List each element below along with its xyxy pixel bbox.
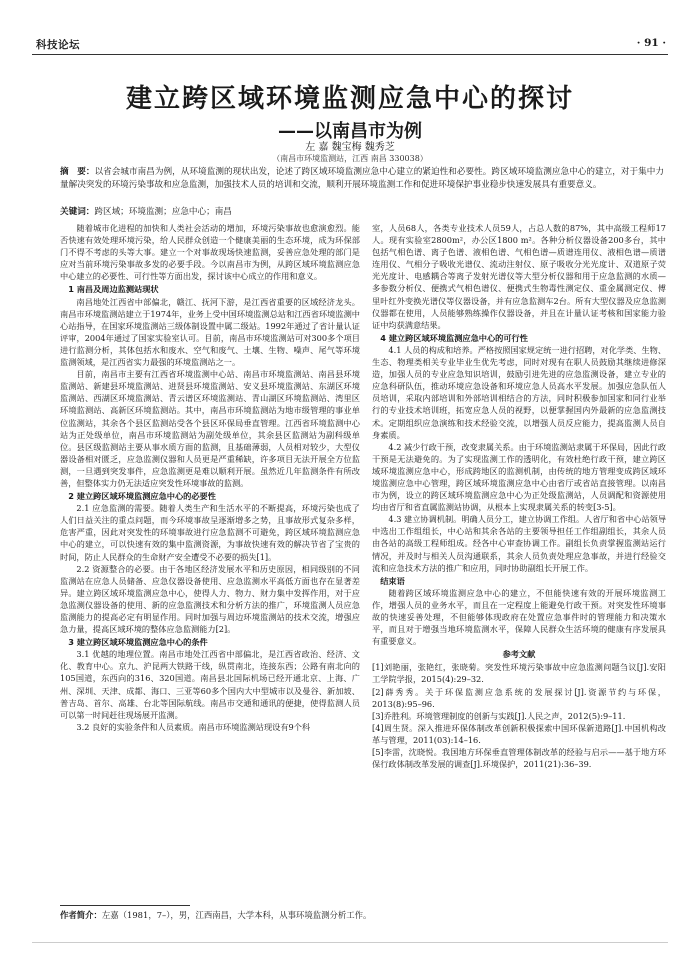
references-heading: 参考文献 [502, 649, 536, 660]
article-title: 建立跨区域环境监测应急中心的探讨 [125, 84, 574, 114]
section-heading: 结束语 [380, 575, 405, 586]
reference-item: [4]周生贤。深入推进环保体制改革创新积极探索中国环保新道路[J].中国机构改革与管理，2011(03):14–16. [372, 722, 666, 745]
author-affiliation: （南昌市环境监测站，江西 南昌 330038） [272, 154, 428, 163]
page-number: · 91 · [636, 37, 666, 49]
body-paragraph: 2.2 资源整合的必要。由于各地区经济发展水平和历史原因，相同级别的不同监测站在应急人员储备、应急仪器设备使用、应急监测水平高低方面也存在显著差异。建立跨区域环境监测应急中心，使得人力、物力、财力集中发挥作用，对于应急监测仪器设备的使用、新的应急监测技术和分析方法的推广，环境监测人员应急监测能力的提高必定有明显作用。同时加强与周边环境监测站的技术交流，增强应急力量，提高区域环境的整体应急监测能力[2]。 [60, 563, 360, 635]
keywords [60, 206, 664, 219]
reference-item: [5]李雷，沈晓悦。我国地方环保垂直管理体制改革的经验与启示——基于地方环保行政体制改革发展的调查[J].环境保护，2011(21):36–39. [372, 747, 666, 770]
abstract-label: 摘 要： [60, 167, 95, 177]
body-paragraph: 室，人员68人，各类专业技术人员59人，占总人数的87%，其中高级工程师17人。现有实验室2800m²，办公区1800 m²。各种分析仪器设备200多台，其中包括气相色谱、离子色谱、液相色谱、气相色谱—质谱连用仪、液相色谱—质谱连用仪、气相分子吸收光谱仪、流动注射仪、原子吸收分光光度计、双道原子荧光光度计、电感耦合等离子发射光谱仪等大型分析仪器和用于应急监测的水质—多参数分析仪、便携式气相色谱仪、便携式生物毒性测定仪、重金属测定仪、傅里叶红外变换光谱仪等仪器设备，并有应急监测车2台。所有大型仪器及应急监测仪器都在使用，人员能够熟练操作仪器设备，并且在计量认证考核和国家能力验证中均获满意结果。 [372, 223, 666, 330]
keywords-label: 关键词： [60, 207, 95, 217]
body-paragraph: 南昌地处江西省中部偏北，赣江、抚河下游，是江西省重要的区域经济龙头。南昌市环境监测站建立于1974年，业务上受中国环境监测总站和江西省环境监测中心站指导，在国家环境监测站三级体制设置中属二级站。1992年通过了省计量认证评审，2004年通过了国家实验室认可。目前，南昌市环境监测站可对300多个项目进行监测分析，其体包括水和废水、空气和废气、土壤、生物、噪声、尾气等环境监测领域，是江西省实力最强的环境监测站之一。 [60, 296, 360, 368]
body-paragraph: 3.2 良好的实验条件和人员素质。南昌市环境监测站现设有9个科 [76, 721, 311, 732]
section-heading: 3 建立跨区域环境监测应急中心的条件 [68, 637, 208, 648]
article-subtitle: ——以南昌市为例 [278, 121, 422, 142]
header-rule [32, 54, 668, 55]
reference-item: [3]乔胜利。环境管理制度的创新与实践[J].人民之声，2012(5):9–11. [372, 710, 626, 721]
body-paragraph: 3.1 优越的地理位置。南昌市地处江西省中部偏北，是江西省政治、经济、文化、教育中心。京九、沪昆两大铁路干线，纵贯南北，连接东西；公路有南北向的105国道，东西向的316、320国道。南昌县北国际机场已经开通北京、上海、广州、深圳、天津、成都、海口、三亚等60多个国内大中型城市以及曼谷、新加坡、普吉岛、首尔、高雄、台北等国际航线。南昌市交通和通讯的便捷，使得监测人员可以第一时间赶往现场展开监测。 [60, 649, 360, 720]
author-bio-footnote [60, 909, 664, 921]
section-heading: 4 建立跨区域环境监测应急中心的可行性 [380, 332, 528, 343]
section-heading: 2 建立跨区域环境监测应急中心的必要性 [68, 491, 216, 502]
keywords-text: 跨区域；环境监测；应急中心；南昌 [94, 207, 232, 217]
footnote-rule [60, 905, 190, 906]
body-paragraph: 4.2 减少行政干预，改变隶属关系。由于环境监测站隶属于环保局，因此行政干预是无法避免的。为了实现监测工作的透明化，有效杜绝行政干预，建立跨区域环境监测应急中心，形成跨地区的监测机制，由传统的地方管理变成跨区域环境监测应急中心管理，跨区域环境监测应急中心由省厅或省站直接管理。以南昌市为例，设立的跨区域环境监测应急中心为正处级监测站，人员调配和资源使用均由省厅和省直属监测站协调，从根本上实现隶属关系的转变[3-5]。 [372, 441, 667, 513]
section-heading: 1 南昌及周边监测站现状 [68, 284, 159, 295]
right-text-column [372, 222, 666, 770]
footnote-label: 作者简介： [60, 910, 102, 920]
author-list: 左 嘉 魏宝梅 魏秀芝 [305, 142, 395, 153]
reference-item: [1]刘艳丽，张艳红，张晓菊。突发性环境污染事故中应急监测问题刍议[J].安阳工学院学报，2015(4):29–32. [372, 662, 666, 685]
abstract [60, 166, 664, 192]
body-paragraph: 随着跨区域环境监测应急中心的建立，不但能快速有效的开展环境监测工作，增强人员的业务水平，而且在一定程度上能避免行政干预。对突发性环境事故的快速妥善处理，不但能够体现政府在处置应急事件时的管理能力和决策水平，而且对于增强当地环境监测水平，保障人民群众生活环境的健康有序发展具有重要意义。 [372, 587, 666, 647]
body-paragraph: 4.1 人员的构成和培养。严格按照国家规定统一进行招聘，对化学类、生物、生态、物理类相关专业毕业生优先考虑，同时对现有在职人员鼓励其继续进修深造，加强人员的专业应急知识培训，鼓励引进先进的应急监测设备，建立专业的应急科研队伍，推动环境应急设备和环境应急人员高水平发展。加强应急队伍人员培训，采取内部培训和外部培训相结合的方法，同时积极参加国家和同行业举行的专业技术培训班，拓宽应急人员的视野，以便掌握国内外最新的应急监测技术。定期组织应急演练和技术经验交流，以增强人员反应能力，提高监测人员自身素质。 [372, 344, 667, 440]
left-text-column [60, 222, 360, 733]
body-paragraph: 目前，南昌市主要有江西省环境监测中心站、南昌市环境监测站、南昌县环境监测站、新建县环境监测站、进贤县环境监测站、安义县环境监测站、东湖区环境监测站、西湖区环境监测站、青云谱区环境监测站、青山湖区环境监测站、湾里区环境监测站、高新区环境监测站。其中，南昌市环境监测站为地市级管理的事业单位监测站，其余各个县区监测站受各个县区环保局垂直管理。江西省环境监测中心站为正处级单位，南昌市环境监测站为副处级单位，其余县区监测站为副科级单位。县区级监测站主要从事水质方面的监测，且基础薄弱，人员相对较少，大型仪器设备相对匮乏，应急监测仪器和人员更是严重稀缺，许多项目无法开展全方位监测，一旦遇到突发事件，应急监测更是难以顺利开展。虽然近几年监测条件有所改善，但整体实力仍无法适应突发性环境事故的监测。 [60, 369, 360, 488]
abstract-text: 以省会城市南昌为例，从环境监测的现状出发，论述了跨区域环境监测应急中心建立的紧迫性和必要性。跨区域环境监测应急中心的建立，对于集中力量解决突发的环境污染事故和应急监测，加强技术人员的培训和交流，顺利开展环境监测工作和促进环境保护事业稳步快速发展具有重要意义。 [60, 167, 664, 190]
footnote-text: 左嘉（1981，7–），男，江西南昌，大学本科，从事环境监测分析工作。 [101, 910, 372, 920]
bottom-rule [32, 942, 668, 943]
body-paragraph: 随着城市化进程的加快和人类社会活动的增加，环境污染事故也愈演愈烈。能否快速有效处理环境污染，给人民群众创造一个健康美丽的生态环境，成为环保部门不得不考虑的头等大事。建立一个对事故现场快速监测，妥善应急处理的部门是应对当前环境污染事故多发的必要手段。今以南昌市为例，从跨区域环境监测应急中心建立的必要性、可行性等方面出发，探讨该中心成立的作用和意义。 [60, 223, 360, 282]
journal-section-name: 科技论坛 [36, 39, 80, 51]
body-paragraph: 2.1 应急监测的需要。随着人类生产和生活水平的不断提高，环境污染也成了人们日益关注的重点问题，而今环境事故呈逐渐增多之势，且事故形式复杂多样，危害严重，因此对突发性的环境事故进行应急监测不可避免，跨区域环境监测应急中心的建立，可以快速有效的集中监测资源，为事故快速有效的解决节省了宝贵的时间，防止人民群众的生命财产安全遭受不必要的损失[1]。 [60, 503, 360, 562]
body-paragraph: 4.3 建立协调机制。明确人员分工，建立协调工作组。人省厅和省中心站领导中选出工作组组长，中心站和其余各站的主要领导担任工作组副组长，其余人员由各站的高级工程师组成。经各中心审查协调工作。副组长负责掌握监测站运行情况，并及时与相关人员沟通联系，其余人员负责处理应急事故，并进行经验交流和应急技术方法的推广和应用，同时协助副组长开展工作。 [372, 514, 667, 573]
reference-item: [2]薛秀秀。关于环保监测应急系统的发展探讨[J].资源节约与环保，2013(8):95–96. [372, 686, 666, 709]
